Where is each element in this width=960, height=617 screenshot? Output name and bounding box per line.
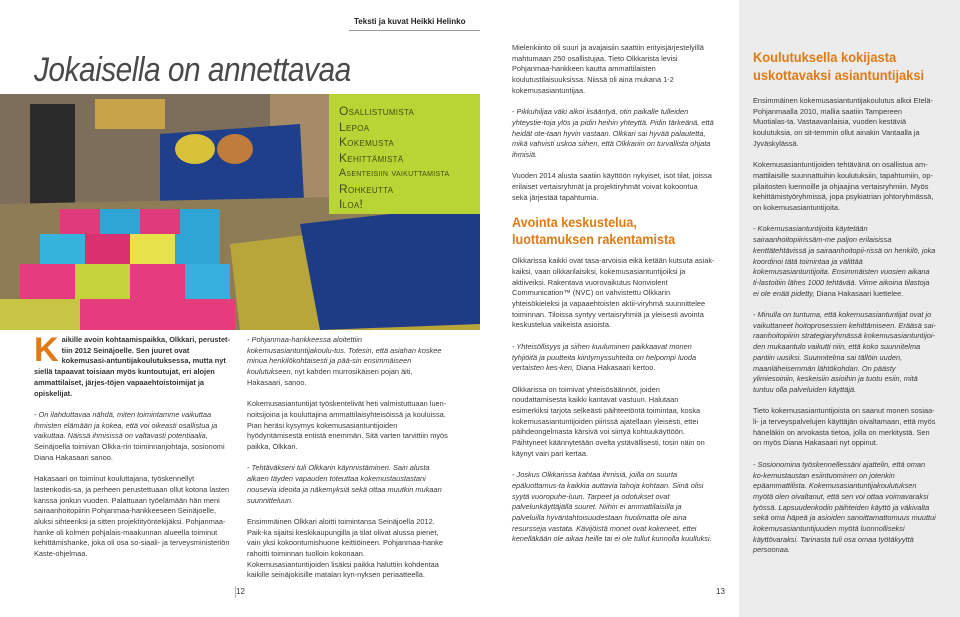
quote-paragraph: - Yhteisöllisyys ja siihen kuuluminen paikkaavat monen tyhjiöitä ja puutteita kiintymyssuhteita on helpompi luoda vertaisten kes-ken, Diana Hakasaari kertoo. bbox=[512, 341, 697, 373]
quote-paragraph: - Joskus Olkkarissa kahtaa ihmisiä, joilla on suurta epäluottamus-ta kaikkia auttavia tahoja kohtaan. Siinä olisi syytä vuoropuhe-luun. Tarpeet ja odotukset ovat palvelunkäyttäjällä suuret. Niihin ei ammattilaisilla ja palveluilla hyväntahtoisuudestaan huolimatta ole aina resursseja vastata. Kävijöistä monet ovat kokeneet, ettei kenelläkään ole aikaa heille tai ei ole tullut kunnolla kuulluksi. bbox=[512, 470, 712, 544]
lead-paragraph: Kaikille avoin kohtaamispaikka, Olkkari, perustet-tiin 2012 Seinäjoelle. Sen juuret ovat kokemusasi-antuntijakoulutuksessa, mutta nyt siellä tapaavat toisiaan myös kuntoutujat, eri alojen ammattilaiset, järjes-töjen vapaaehtoistoimijat ja opiskelijat. bbox=[34, 331, 230, 398]
body-paragraph: Ensimmäinen Olkkari aloitti toimintansa Seinäjoella 2012. Paik-ka sijaitsi keskikaupungilla ja tilat olivat alussa pienet, vain yksi kokoontumishuone keittiöineen. Pohjanmaa-hanke rahoitti toiminnan tuolloin kokonaan. Kokemusasiantuntijoiden lisäksi paikka haluttiin kohdentaa kaikille seinäjokisille matalan kyn-nyksen periaatteella. bbox=[247, 516, 443, 580]
column-4 bbox=[753, 48, 936, 567]
body-paragraph: Vuoden 2014 alusta saatiin käyttöön nykyiset, isot tilat, joissa erilaiset vertaisryhmät ja projektiryhmät voivat kokoontua sekä järjestää tapahtumia. bbox=[512, 171, 712, 202]
theme-item: Iloa! bbox=[339, 197, 364, 211]
theme-item: Osallistumista bbox=[339, 104, 415, 118]
body-paragraph: Tieto kokemusasiantuntijoista on saanut monen sosiaa-li- ja terveyspalvelujen käyttäjän oivaltamaan, että myös häneläkin on arvokasta tietoa, jolla on merkitystä. Sen on myös Diana Hakasaari nyt oppinut. bbox=[753, 406, 936, 448]
theme-item: Asenteisiin vaikuttamista bbox=[339, 167, 450, 179]
key-themes-box bbox=[329, 94, 480, 214]
body-paragraph: Kokemusasiantuntijat työskentelivät heti valmistuttuaan luen-noitsijoina ja kouluttajina ammattilaisyhteisöissä ja kouluissa. Pian heräsi kysymys kokemusasiantuntijoiden hyödyntämisestä entistä enemmän. Sitä varten tarvittiin myös paikka, Olkkari. bbox=[247, 399, 448, 452]
body-paragraph: Olkkarissa on toimivat yhteisösäännöt, joiden noudattamisesta kaikki kantavat vastuun. Halutaan esimerkiksi tarjota selkeästi päihteetöntä toimintaa, koska kokemusasiantuntijoiden piirissä ajatellaan yleisesti, ettei päihdeongelmasta kärsivä voi siirtyä kohtuukäyttöön. Päihtyneet käännytetään ovelta ystävällisesti, tosin näin on käynyt vain pari kertaa. bbox=[512, 384, 705, 458]
quote-paragraph: - Minulla on tuntuma, että kokemusasiantuntijat ovat jo vaikuttaneet hoitoprosessien kehittämiseen. Erääsä sai-raanhoitopiirin strategiaryhmässä kokemusasiantuntijoi-den mukaantulo vaikutti niin, että koko suunnitelma pantiin uusiksi. Suunnitelma sai tällöin uuden, maanläheisemmän lähtökohdan. On päästy ylimiesoiniin, keskeisiin asioihin ja tuotu esiin, mitä tuntuu olla palveluiden käyttäjä. bbox=[753, 310, 936, 394]
body-paragraph: Mielenkiinto oli suuri ja avajaisiin saattiin erityisjärjestelyillä mahtumaan 250 osallistujaa. Tieto Olkkarista levisi Pohjanmaa-hankkeen kautta ammattilaisten koulutustilaisuuksissa. Niissä oli aina mukana 1-2 kokemusasiantuntijaa. bbox=[512, 43, 704, 95]
sidebar-heading: Koulutuksella kokijasta uskottavaksi asiantuntijaksi bbox=[753, 49, 925, 83]
theme-item: Kokemusta bbox=[339, 135, 395, 149]
theme-item: Rohkeutta bbox=[339, 181, 394, 196]
quote-paragraph: - Kokemusasiantuntijoita käytetään sairaanhoitopiirissäm-me paljon erilaisissa kenttätehtävissä ja sairaanhoitopii-rissä on henkilö, joka koordinoi tätä toimintaa ja välittää kokemusasiantuntijoita. Ensimmäisten vuosien aikana ti-lastoitiin lähes 1000 tehtävää. Viime aikoina tilastoja ei ole enää pidetty, Diana Hakasaari luettelee. bbox=[753, 224, 936, 298]
quote-paragraph: - On ilahduttavaa nähdä, miten toimintamme vaikuttaa ihmisten elämään ja kokea, että voi oikeasti osallistua ja vaikuttaa. Näissä ihmisissä on valtavasti potentiaalia, Seinäjoella toimivan Olkka-rin toiminnanjohtaja, sosionomi Diana Hakasaari sanoo. bbox=[34, 409, 225, 462]
quote-paragraph: - Pikkuhiljaa väki alkoi lisääntyä, otin paikalle tulleiden yhteystie-toja ylös ja pidin heihin yhteyttä. Pidin tärkeänä, että heidät ote-taan hyvin vastaan. Olkkari sai hyvää palautetta, mikä vahvisti uskoa siihen, että Olkkariin on turvallista ohjata ihmisiä. bbox=[512, 107, 714, 160]
column-3 bbox=[512, 43, 715, 556]
body-paragraph: Ensimmäinen kokemusasiantuntijakoulutus alkoi Etelä-Pohjanmaalla 2010, mallia saatiin Tampereen Muotialas-ta. Vastaavanlaisia, vuoden kestäviä koulutuksia, on sit-temmin ollut ainakin Vantaalla ja Jyväskylässä. bbox=[753, 96, 933, 148]
quote-paragraph: - Tehtäväkseni tuli Olkkarin käynnistäminen. Sain alusta alkaen täyden vapauden toteuttaa kokemustaustastani nousevia ideoita ja näkemyksiä sekä ottaa muutkin mukaan suunnitteluun. bbox=[247, 463, 442, 505]
drop-cap: K bbox=[34, 331, 59, 369]
page-number-left: 12 bbox=[236, 587, 245, 596]
credit-rule bbox=[349, 30, 480, 31]
section-heading: Avointa keskustelua, luottamuksen rakentamista bbox=[512, 214, 676, 248]
credit-line bbox=[354, 17, 465, 26]
body-paragraph: Hakasaari on toiminut kouluttajana, työskennellyt lastenkodis-sa, ja perheen perustettuaan ollut kotona lasten kanssa jonkun vuoden. Palattuaan työelämään hän meni sairaanhoitopiirin Pohjanmaa-hankkeeseen Seinäjoelle, aluksi sihteeriksi ja sitten projektityöntekijäksi. Pohjanmaa-hanke oli kolmen pohjalais-maakunnan alueella toiminut kehittämishanke, joka oli osa so-siaali- ja terveysministeriön Kaste-ohjelmaa. bbox=[34, 474, 230, 559]
theme-item: Lepoa bbox=[339, 119, 370, 134]
body-paragraph: Kokemusasiantuntijoiden tehtävänä on osallistua am-mattilaisille suunnattuihin koulutuksiin, tapahtumiin, op-pilaitosten luennoille ja ohjaajina vertaisryhmiin. Myös kehittämistyöryhmissä, jopa psykiatrian johtoryhmässä, on kokemusasiantuntijoita. bbox=[753, 160, 934, 213]
column-2 bbox=[247, 335, 448, 592]
article-title: Jokaisella on annettavaa bbox=[34, 51, 351, 89]
quote-paragraph: - Sosionomina työskennellessäni ajattelin, että oman ko-kemustaustan esiintuominen on jotenkin epäammattilista. Kokemusasiantuntijakoulutuksen myötä olen oivaltanut, että sen voi ottaa voimavaraksi työssä. Lapsuudenkodin päihteiden käyttö ja väkivalta sekä oma häpeä ja asioiden sanoittamattomuus muuttui kokemusasiantuntijuuden myötä luonnolliseksi käyttövaraksi. Tarinasta tuli osa omaa työtäkyyttä persoonaa. bbox=[753, 459, 936, 555]
body-paragraph: Olkkarissa kaikki ovat tasa-arvoisia eikä ketään kutsuta asiak-kaiksi, vaan olkkarilaisiksi, kokemusasiantuntijoiksi ja aktiiveiksi. Rakentava vuorovaikutus Nonviolent Communication™ (NVC) on vahvistettu Olkkarin yhteisökieleksi ja vapaaehtoisten aktii-viryhmä suunnittelee toiminnan. Tiloissa syntyy vertaisryhmiä ja yleisesti avointa keskustelua vaikeista asioista. bbox=[512, 256, 715, 330]
column-1 bbox=[34, 331, 235, 570]
quote-paragraph: - Pohjanmaa-hankkeessa aloitettiin kokemusasiantuntijakoulu-tus. Totesin, että asiahan koskee minua henkilökohtaisesti ja pää-sin ensimmäiseen koulutukseen, nyt kahden murrosikäisen pojan äiti, Hakasaari, sanoo. bbox=[247, 335, 442, 387]
credit-text: Teksti ja kuvat Heikki Helinko bbox=[354, 17, 466, 26]
page-number-right: 13 bbox=[716, 587, 725, 596]
theme-item: Kehittämistä bbox=[339, 150, 404, 165]
